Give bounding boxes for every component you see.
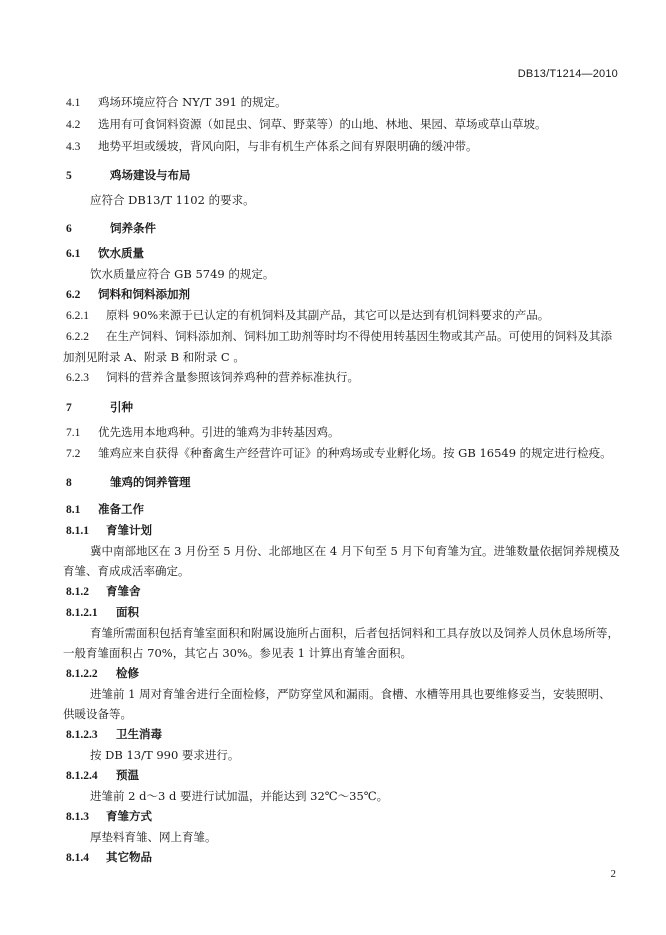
section-8-1-2-1-heading <box>66 606 622 620</box>
section-8-1-2-1-body-line-1: 育雏所需面积包括育雏室面积和附属设施所占面积，后者包括饲料和工具存放以及饲养人员休息场所等， <box>90 626 619 640</box>
section-8-1-2-2-heading <box>66 667 622 681</box>
clause-4-1 <box>66 96 622 110</box>
clause-number: 7.1 <box>66 427 81 439</box>
section-6-heading <box>66 222 622 236</box>
clause-number: 7.2 <box>66 448 81 460</box>
section-number: 7 <box>66 402 72 414</box>
section-8-1-2-3-heading <box>66 728 622 742</box>
section-8-heading <box>66 476 622 490</box>
section-title: 雏鸡的饲养管理 <box>110 475 191 489</box>
clause-7-1 <box>66 426 622 440</box>
clause-number: 6.2.2 <box>66 331 89 343</box>
section-number: 5 <box>66 170 72 182</box>
section-number: 8.1.2.4 <box>66 770 98 782</box>
section-title: 预温 <box>116 768 139 782</box>
section-5-body: 应符合 DB13/T 1102 的要求。 <box>90 193 255 207</box>
section-number: 6 <box>66 223 72 235</box>
section-title: 准备工作 <box>98 502 144 516</box>
clause-text: 地势平坦或缓坡，背风向阳，与非有机生产体系之间有界限明确的缓冲带。 <box>98 139 478 153</box>
section-5-heading <box>66 169 622 183</box>
section-8-1-3-body: 厚垫料育雏、网上育雏。 <box>90 830 217 844</box>
clause-6-2-2-continued: 加剂见附录 A、附录 B 和附录 C 。 <box>63 350 245 364</box>
section-title: 育雏计划 <box>106 523 152 537</box>
clause-6-2-1 <box>66 309 622 323</box>
section-8-1-1-body-line-2: 育雏、育成成活率确定。 <box>63 564 190 578</box>
section-number: 8.1.1 <box>66 525 89 537</box>
section-title: 育雏方式 <box>106 809 152 823</box>
clause-text: 鸡场环境应符合 NY/T 391 的规定。 <box>98 95 287 109</box>
section-number: 8.1.4 <box>66 852 89 864</box>
clause-6-2-3 <box>66 371 622 385</box>
clause-number: 4.3 <box>66 141 81 153</box>
section-8-1-2-1-body-line-2: 一般育雏面积占 70%，其它占 30%。参见表 1 计算出育雏舍面积。 <box>63 646 413 660</box>
section-number: 8.1.2 <box>66 586 89 598</box>
section-8-1-heading <box>66 503 622 517</box>
section-title: 饮水质量 <box>98 246 144 260</box>
clause-text: 选用有可食饲料资源（如昆虫、饲草、野菜等）的山地、林地、果园、草场或草山草坡。 <box>98 117 547 131</box>
section-8-1-2-2-body-line-2: 供暖设备等。 <box>63 707 132 721</box>
clause-6-2-2 <box>66 330 622 344</box>
section-8-1-3-heading <box>66 810 622 824</box>
section-title: 卫生消毒 <box>116 727 162 741</box>
section-title: 鸡场建设与布局 <box>110 168 191 182</box>
document-code: DB13/T1214—2010 <box>517 68 618 80</box>
section-6-2-heading <box>66 288 622 302</box>
section-8-1-1-heading <box>66 524 622 538</box>
section-title: 其它物品 <box>106 850 152 864</box>
clause-number: 4.2 <box>66 119 81 131</box>
section-number: 6.2 <box>66 289 81 301</box>
clause-text: 雏鸡应来自获得《种畜禽生产经营许可证》的种鸡场或专业孵化场。按 GB 16549 的规定进行检疫。 <box>98 446 612 460</box>
section-title: 引种 <box>110 400 133 414</box>
section-8-1-1-body-line-1: 冀中南部地区在 3 月份至 5 月份、北部地区在 4 月下旬至 5 月下旬育雏为宜。进雏数量依据饲养规模及 <box>90 544 621 558</box>
section-6-1-heading <box>66 247 622 261</box>
section-title: 育雏舍 <box>106 584 141 598</box>
section-6-1-body: 饮水质量应符合 GB 5749 的规定。 <box>90 267 275 281</box>
clause-number: 6.2.3 <box>66 372 89 384</box>
section-number: 8.1.2.3 <box>66 729 98 741</box>
section-number: 8 <box>66 477 72 489</box>
section-number: 8.1.3 <box>66 811 89 823</box>
section-8-1-2-4-body: 进雏前 2 d～3 d 要进行试加温，并能达到 32℃～35℃。 <box>90 789 389 803</box>
section-number: 8.1.2.2 <box>66 668 98 680</box>
clause-text: 饲料的营养含量参照该饲养鸡种的营养标准执行。 <box>106 370 359 384</box>
clause-text: 原料 90%来源于已认定的有机饲料及其副产品，其它可以是达到有机饲料要求的产品。 <box>106 308 550 322</box>
clause-7-2 <box>66 447 622 461</box>
section-number: 6.1 <box>66 248 81 260</box>
section-8-1-2-heading <box>66 585 622 599</box>
section-7-heading <box>66 401 622 415</box>
section-title: 饲养条件 <box>110 221 156 235</box>
section-8-1-2-4-heading <box>66 769 622 783</box>
clause-number: 6.2.1 <box>66 310 89 322</box>
clause-text: 优先选用本地鸡种。引进的雏鸡为非转基因鸡。 <box>98 425 340 439</box>
page-number: 2 <box>610 868 616 880</box>
section-8-1-2-2-body-line-1: 进雏前 1 周对育雏舍进行全面检修，严防穿堂风和漏雨。食槽、水槽等用具也要维修妥当，安装照明、 <box>90 687 611 701</box>
section-8-1-4-heading <box>66 851 622 865</box>
section-title: 饲料和饲料添加剂 <box>98 287 190 301</box>
section-number: 8.1 <box>66 504 81 516</box>
section-title: 检修 <box>116 666 139 680</box>
section-number: 8.1.2.1 <box>66 607 98 619</box>
section-8-1-2-3-body: 按 DB 13/T 990 要求进行。 <box>90 748 240 762</box>
clause-4-3 <box>66 140 622 154</box>
clause-number: 4.1 <box>66 97 81 109</box>
page-content <box>63 95 622 865</box>
clause-text-line-1: 在生产饲料、饲料添加剂、饲料加工助剂等时均不得使用转基因生物或其产品。可使用的饲料及其添 <box>106 329 612 343</box>
section-title: 面积 <box>116 605 139 619</box>
clause-4-2 <box>66 118 622 132</box>
